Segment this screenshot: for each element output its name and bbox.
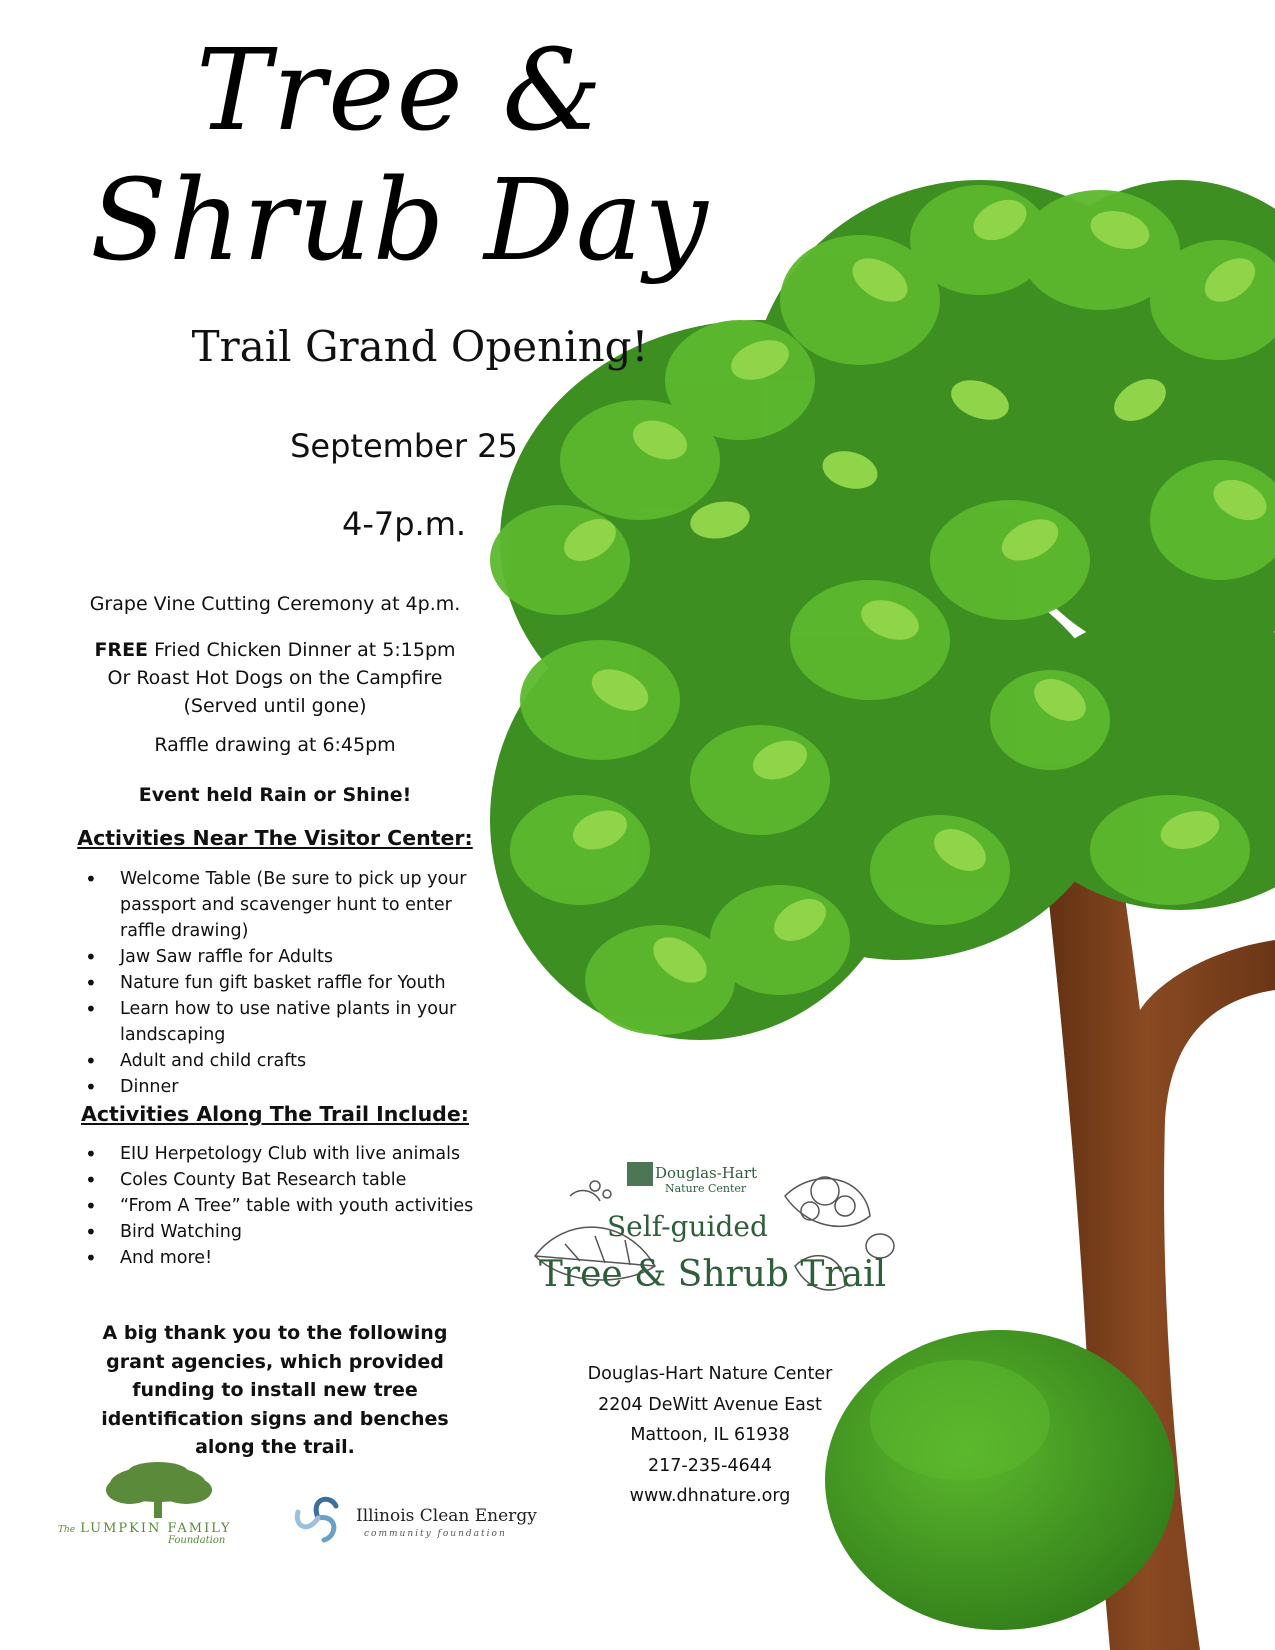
title-line-2: Shrub Day [90,156,710,286]
contact-phone: 217-235-4644 [648,1455,772,1476]
dinner-line-3: (Served until gone) [183,695,367,717]
list-item: • Dinner [80,1074,480,1100]
list-item: • “From A Tree” table with youth activities [80,1193,480,1219]
lumpkin-name: LUMPKIN FAMILY [80,1521,232,1536]
trail-heading: Activities Along The Trail Include: [81,1102,469,1126]
list-item: • Jaw Saw raffle for Adults [80,944,480,970]
ice-logo [290,1490,540,1550]
contact-street: 2204 DeWitt Avenue East [598,1394,822,1415]
weather-text: Event held Rain or Shine! [138,784,412,806]
trail-list [80,1141,480,1271]
title-line-1: Tree & [195,26,605,156]
visitor-center-heading: Activities Near The Visitor Center: [77,826,473,850]
contact-block [560,1359,860,1512]
event-date: September 25 [290,427,518,465]
lumpkin-sub: Foundation [168,1535,226,1546]
dinner-line-1 [75,636,475,664]
lumpkin-logo [58,1462,258,1552]
list-item: • Coles County Bat Research table [80,1167,480,1193]
dinner-block [75,636,475,720]
contact-name: Douglas-Hart Nature Center [587,1364,833,1384]
dinner-line-2: Or Roast Hot Dogs on the Campfire [107,667,443,689]
lumpkin-the: The [58,1525,76,1535]
event-time: 4-7p.m. [341,505,467,543]
contact-city: Mattoon, IL 61938 [630,1425,790,1445]
trail-logo [525,1156,920,1323]
raffle-text: Raffle drawing at 6:45pm [154,734,396,756]
list-item: • Welcome Table (Be sure to pick up your passport and scavenger hunt to enter raffle drawing) [80,866,480,944]
list-item: • Bird Watching [80,1219,480,1245]
oak-tree-icon [58,1462,258,1522]
thanks-text: A big thank you to the following grant agencies, which provided funding to install new tree identification signs and benches along the trail. [101,1322,449,1458]
logo-line-1: Self-guided [607,1210,768,1243]
free-label: FREE [94,639,149,661]
logo-org: Douglas-Hart [655,1164,758,1182]
list-item: • And more! [80,1245,480,1271]
ceremony-text: Grape Vine Cutting Ceremony at 4p.m. [89,593,461,615]
list-item: • Learn how to use native plants in your landscaping [80,996,480,1048]
pinwheel-icon [290,1490,346,1546]
dinner-text: Fried Chicken Dinner at 5:15pm [148,639,456,661]
list-item: • Adult and child crafts [80,1048,480,1074]
subtitle: Trail Grand Opening! [191,322,649,371]
ice-name: Illinois Clean Energy [356,1506,537,1526]
logo-org-sub: Nature Center [665,1182,747,1195]
list-item: • Nature fun gift basket raffle for Youth [80,970,480,996]
ice-sub: community foundation [364,1529,507,1539]
logo-line-2: Tree & Shrub Trail [538,1254,887,1295]
contact-website: www.dhnature.org [629,1486,791,1506]
list-item: • EIU Herpetology Club with live animals [80,1141,480,1167]
visitor-center-list [80,866,480,1100]
